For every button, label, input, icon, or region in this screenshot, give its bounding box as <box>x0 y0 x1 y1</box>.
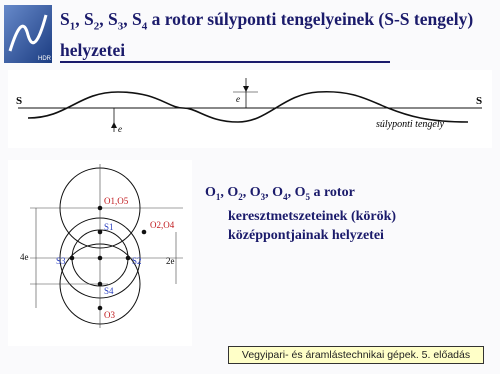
caption: $O_1$, $O_2$, $O_3$, $O_4$, $O_5$ a rotor keresztmetszeteinek (körök) középpontjainak helyzetei <box>205 185 397 243</box>
label-s4: S4 <box>104 286 114 296</box>
axis-wave-diagram <box>8 70 492 148</box>
slide-title: $S_1$, $S_2$, $S_3$, $S_4$ a rotor súlyponti tengelyeinek (S-S tengely) helyzetei <box>60 9 474 60</box>
footer-label: Vegyipari- és áramlástechnikai gépek. 5. előadás <box>228 346 484 364</box>
title-underline <box>60 61 390 63</box>
label-s3: S3 <box>56 256 66 266</box>
circle-centers-diagram <box>8 160 192 346</box>
dim-4e: 4e <box>20 252 29 262</box>
svg-text:HDR: HDR <box>38 56 51 62</box>
label-s2: S2 <box>132 256 142 266</box>
label-o1-o5: O1,O5 <box>104 196 129 206</box>
hdr-logo <box>4 5 52 63</box>
s-label-left: S <box>16 95 23 107</box>
label-o2-o4: O2,O4 <box>150 220 175 230</box>
label-o3: O3 <box>104 310 115 320</box>
dim-2e: 2e <box>166 256 175 266</box>
amplitude-e-bottom: e <box>118 124 122 134</box>
label-s1: S1 <box>104 222 114 232</box>
centroid-axis-label: súlyponti tengely <box>376 119 445 130</box>
amplitude-e-top: e <box>236 94 240 104</box>
s-label-right: S <box>476 95 483 107</box>
